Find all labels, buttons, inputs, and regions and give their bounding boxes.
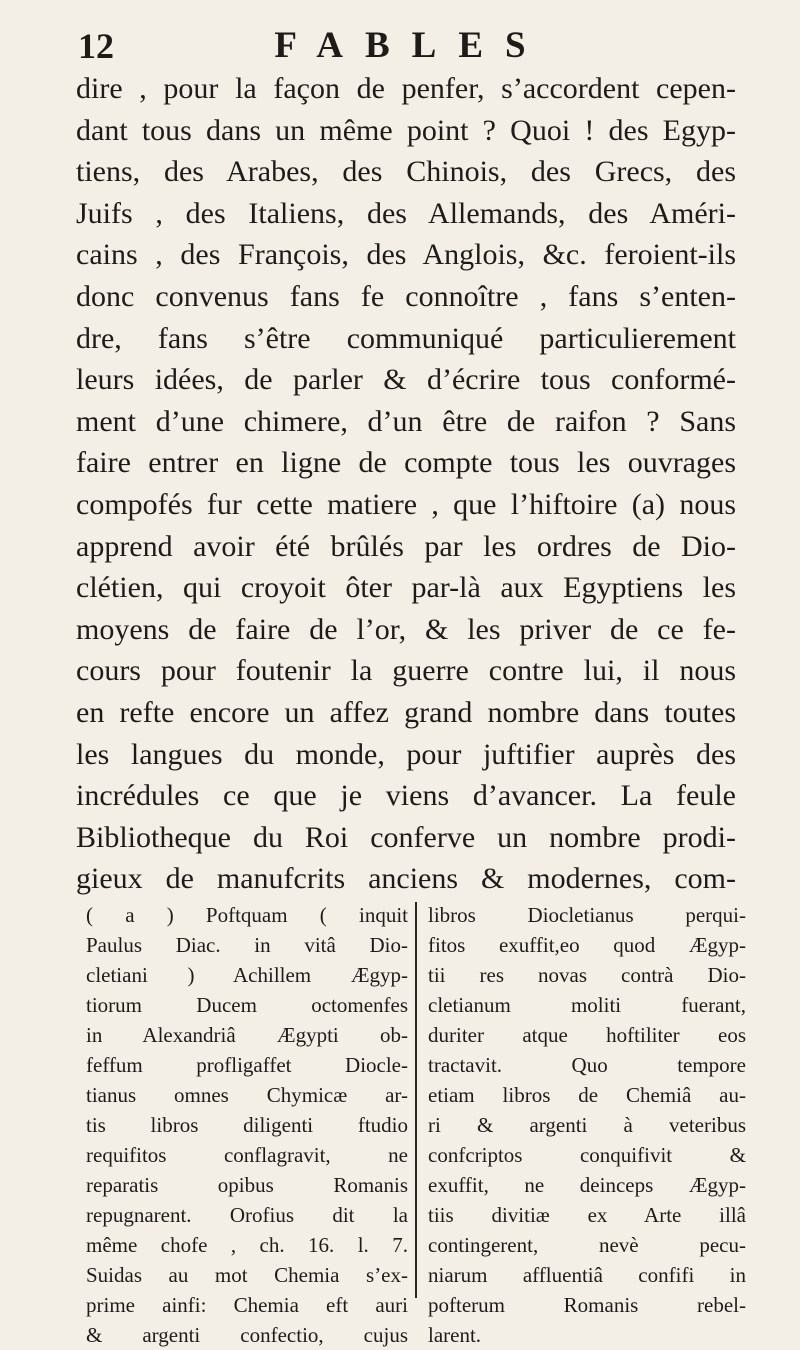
text-line: clétien, qui croyoit ôter par-là aux Egyptiens les (76, 571, 736, 605)
footnote-line: etiam libros de Chemiâ au- (428, 1083, 746, 1107)
text-line: Juifs , des Italiens, des Allemands, des Améri- (76, 196, 736, 230)
footnote-line: duriter atque hoftiliter eos (428, 1023, 746, 1047)
text-line: Bibliotheque du Roi conferve un nombre prodi- (76, 820, 736, 854)
text-line: incrédules ce que je viens d’avancer. La feule (76, 779, 736, 813)
footnote-line: niarum affluentiâ confifi in (428, 1263, 746, 1287)
footnote-line: contingerent, nevè pecu- (428, 1233, 746, 1257)
text-line: apprend avoir été brûlés par les ordres de Dio- (76, 529, 736, 563)
footnote-line: exuffit, ne deinceps Ægyp- (428, 1173, 746, 1197)
footnote-line: ( a ) Poftquam ( inquit (86, 903, 408, 927)
page-header (60, 22, 740, 70)
footnote-line: tiis divitiæ ex Arte illâ (428, 1203, 746, 1227)
footnote-line: Paulus Diac. in vitâ Dio- (86, 933, 408, 957)
text-line: donc convenus fans fe connoître , fans s’enten- (76, 279, 736, 313)
text-line: ment d’une chimere, d’un être de raifon ? Sans (76, 404, 736, 438)
footnote-line: Suidas au mot Chemia s’ex- (86, 1263, 408, 1287)
footnote-line: ri & argenti à veteribus (428, 1113, 746, 1137)
footnote-line: tianus omnes Chymicæ ar- (86, 1083, 408, 1107)
running-title: FABLES (274, 25, 548, 66)
text-line: tiens, des Arabes, des Chinois, des Grecs, des (76, 155, 736, 189)
text-line: les langues du monde, pour juftifier auprès des (76, 737, 736, 771)
column-divider (415, 902, 417, 1298)
text-line: en refte encore un affez grand nombre dans toutes (76, 695, 736, 729)
page-number: 12 (78, 26, 114, 66)
footnote-line: fitos exuffit,eo quod Ægyp- (428, 933, 746, 957)
footnote-line: requifitos conflagravit, ne (86, 1143, 408, 1167)
footnote-line: tis libros diligenti ftudio (86, 1113, 408, 1137)
main-text-block (76, 68, 736, 900)
footnote-line: prime ainfi: Chemia eft auri (86, 1293, 408, 1317)
text-line: dre, fans s’être communiqué particulierement (76, 321, 736, 355)
text-line: dire , pour la façon de penfer, s’accordent cepen- (76, 72, 736, 105)
footnote-line: libros Diocletianus perqui- (428, 903, 746, 927)
text-line: gieux de manufcrits anciens & modernes, com- (76, 862, 736, 896)
footnote-line: cletianum moliti fuerant, (428, 993, 746, 1017)
text-line: moyens de faire de l’or, & les priver de ce fe- (76, 612, 736, 646)
text-line: dant tous dans un même point ? Quoi ! des Egyp- (76, 113, 736, 147)
footnote-line: confcriptos conquifivit & (428, 1143, 746, 1167)
text-line: cours pour foutenir la guerre contre lui, il nous (76, 654, 736, 688)
footnote-line: larent. (428, 1323, 482, 1347)
footnote-line: & argenti confectio, cujus (86, 1323, 408, 1347)
text-line: faire entrer en ligne de compte tous les ouvrages (76, 446, 736, 480)
footnote-block (86, 900, 746, 1347)
footnote-line: repugnarent. Orofius dit la (86, 1203, 408, 1227)
footnote-line: feffum profligaffet Diocle- (86, 1053, 408, 1077)
footnote-line: in Alexandriâ Ægypti ob- (86, 1023, 408, 1047)
text-line: leurs idées, de parler & d’écrire tous conformé- (76, 363, 736, 397)
footnote-left-column (86, 900, 408, 1350)
footnote-line: pofterum Romanis rebel- (428, 1293, 746, 1317)
footnote-line: reparatis opibus Romanis (86, 1173, 408, 1197)
footnote-line: même chofe , ch. 16. l. 7. (86, 1233, 408, 1257)
footnote-line: tii res novas contrà Dio- (428, 963, 746, 987)
footnote-line: tiorum Ducem octomenfes (86, 993, 408, 1017)
footnote-right-column (428, 900, 746, 1350)
text-line: cains , des François, des Anglois, &c. feroient-ils (76, 238, 736, 272)
footnote-line: tractavit. Quo tempore (428, 1053, 746, 1077)
text-line: compofés fur cette matiere , que l’hiftoire (a) nous (76, 487, 736, 521)
footnote-line: cletiani ) Achillem Ægyp- (86, 963, 408, 987)
